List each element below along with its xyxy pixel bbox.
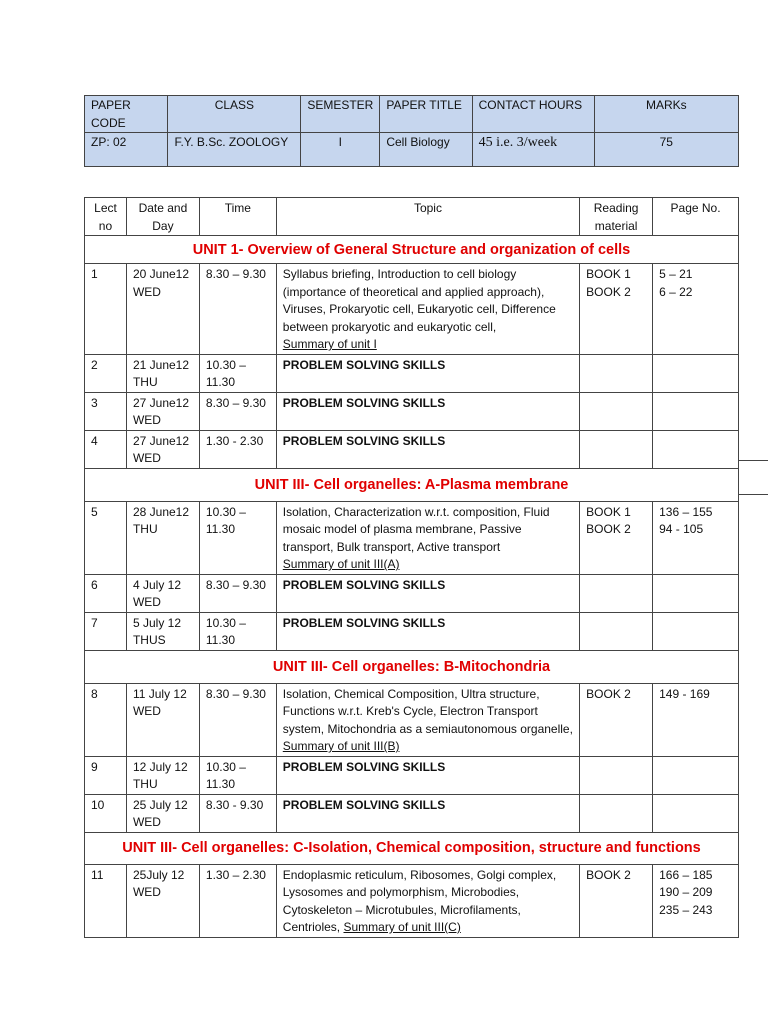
- reading-material: [580, 430, 653, 468]
- reading-material: [580, 683, 653, 756]
- page-no: [653, 392, 739, 430]
- page-no: [653, 683, 739, 756]
- lect-no: 8: [85, 683, 127, 756]
- paper-title-value: Cell Biology: [380, 133, 472, 167]
- day: WED: [132, 704, 161, 718]
- table-border-stub: [738, 460, 768, 495]
- topic: [276, 501, 579, 574]
- table-row: [85, 430, 739, 468]
- date: 25July 12: [132, 867, 185, 882]
- lect-no: 5: [85, 501, 127, 574]
- day: THU: [132, 522, 158, 536]
- page-range: 5 – 21: [659, 267, 693, 281]
- topic: PROBLEM SOLVING SKILLS: [276, 430, 579, 468]
- topic-text: Isolation, Chemical Composition, Ultra structure, Functions w.r.t. Kreb's Cycle, Electron Transport system, Mitochondria as a semiautonomous organelle,: [282, 686, 573, 736]
- unit-heading-row: [85, 650, 739, 683]
- date: 21 June12: [132, 357, 190, 372]
- lect-no: 9: [85, 756, 127, 794]
- page-no-header: Page No.: [653, 198, 739, 236]
- day: WED: [132, 413, 161, 427]
- reading-material: [580, 574, 653, 612]
- page-range: 136 – 155: [659, 504, 713, 519]
- reading-material-header: Reading material: [580, 198, 653, 236]
- date-day-header: Date and Day: [126, 198, 199, 236]
- time: 10.30 – 11.30: [199, 501, 276, 574]
- time-header: Time: [199, 198, 276, 236]
- paper-info-value-row: [85, 133, 739, 167]
- lect-no: 4: [85, 430, 127, 468]
- table-row: [85, 794, 739, 832]
- lect-no: 1: [85, 264, 127, 355]
- topic: PROBLEM SOLVING SKILLS: [276, 392, 579, 430]
- reading-material: [580, 756, 653, 794]
- contact-hours-value: 45 i.e. 3/week: [472, 133, 594, 167]
- date: 12 July 12: [132, 759, 188, 774]
- summary-link-text: Summary of unit I: [282, 337, 377, 351]
- lect-no: 7: [85, 612, 127, 650]
- date: 20 June12: [132, 267, 190, 281]
- topic: [276, 864, 579, 937]
- reading-material: [580, 864, 653, 937]
- class-value: F.Y. B.Sc. ZOOLOGY: [168, 133, 301, 167]
- summary-link-text: Summary of unit III(B): [282, 739, 400, 753]
- page-range: 149 - 169: [659, 686, 710, 701]
- unit-heading: UNIT III- Cell organelles: A-Plasma membrane: [85, 468, 739, 501]
- unit-heading-row: [85, 468, 739, 501]
- date: 28 June12: [132, 504, 190, 519]
- topic: PROBLEM SOLVING SKILLS: [276, 794, 579, 832]
- day: WED: [132, 284, 161, 299]
- page-range: 235 – 243: [659, 902, 713, 917]
- table-row: [85, 574, 739, 612]
- page-no: [653, 430, 739, 468]
- table-row: [85, 612, 739, 650]
- lect-no: 11: [85, 864, 127, 937]
- summary-link-text: Summary of unit III(A): [282, 557, 400, 571]
- reading-material: [580, 264, 653, 355]
- date: 27 June12: [132, 395, 190, 410]
- date: 5 July 12: [132, 615, 181, 630]
- topic: PROBLEM SOLVING SKILLS: [276, 612, 579, 650]
- day: THUS: [132, 633, 166, 647]
- semester-header: SEMESTER: [301, 96, 380, 133]
- date: 11 July 12: [132, 686, 187, 701]
- table-row: [85, 354, 739, 392]
- table-row: [85, 683, 739, 756]
- topic-header: Topic: [276, 198, 579, 236]
- table-row: [85, 501, 739, 574]
- paper-info-header-row: [85, 96, 739, 133]
- semester-value: I: [301, 133, 380, 167]
- paper-title-header: PAPER TITLE: [380, 96, 472, 133]
- paper-code-value: ZP: 02: [85, 133, 168, 167]
- page-no: [653, 864, 739, 937]
- book: BOOK 2: [586, 867, 631, 882]
- reading-material: [580, 794, 653, 832]
- date: 4 July 12: [132, 577, 181, 592]
- reading-material: [580, 354, 653, 392]
- marks-value: 75: [594, 133, 738, 167]
- page-no: [653, 794, 739, 832]
- date-day: [126, 794, 199, 832]
- date: 25 July 12: [132, 797, 188, 812]
- summary-link-text: Summary of unit III(C): [343, 920, 461, 934]
- book: BOOK 1: [586, 504, 631, 519]
- table-row: [85, 392, 739, 430]
- time: 8.30 – 9.30: [199, 264, 276, 355]
- book: BOOK 1: [586, 267, 631, 281]
- date-day: [126, 756, 199, 794]
- page-no: [653, 756, 739, 794]
- page-no: [653, 501, 739, 574]
- date-day: [126, 430, 199, 468]
- day: WED: [132, 451, 161, 465]
- lect-no: 10: [85, 794, 127, 832]
- day: WED: [132, 595, 161, 609]
- day: THU: [132, 777, 158, 791]
- reading-material: [580, 612, 653, 650]
- paper-info-table: [84, 95, 739, 167]
- contact-hours-header: CONTACT HOURS: [472, 96, 594, 133]
- lect-no-header: Lect no: [85, 198, 127, 236]
- topic: PROBLEM SOLVING SKILLS: [276, 756, 579, 794]
- date-day: [126, 864, 199, 937]
- time: 8.30 – 9.30: [199, 574, 276, 612]
- page-range: 94 - 105: [659, 522, 704, 536]
- day: WED: [132, 815, 161, 829]
- marks-header: MARKs: [594, 96, 738, 133]
- date-day: [126, 574, 199, 612]
- unit-heading: UNIT III- Cell organelles: B-Mitochondria: [85, 650, 739, 683]
- page-range: 190 – 209: [659, 885, 713, 899]
- time: 1.30 – 2.30: [199, 864, 276, 937]
- topic-text: Endoplasmic reticulum, Ribosomes, Golgi complex, Lysosomes and polymorphism, Microbodies, Cytoskeleton – Microtubules, Microfilaments, Centrioles,: [282, 867, 557, 934]
- lect-no: 2: [85, 354, 127, 392]
- book: BOOK 2: [586, 522, 631, 536]
- table-row: [85, 756, 739, 794]
- lect-no: 6: [85, 574, 127, 612]
- page-no: [653, 612, 739, 650]
- table-row: [85, 864, 739, 937]
- date: 27 June12: [132, 433, 190, 448]
- unit-heading-row: [85, 832, 739, 864]
- time: 10.30 – 11.30: [199, 756, 276, 794]
- time: 8.30 – 9.30: [199, 392, 276, 430]
- day: THU: [132, 375, 158, 389]
- lect-no: 3: [85, 392, 127, 430]
- class-header: CLASS: [168, 96, 301, 133]
- reading-material: [580, 501, 653, 574]
- day: WED: [132, 885, 161, 899]
- time: 1.30 - 2.30: [199, 430, 276, 468]
- table-row: [85, 264, 739, 355]
- unit-heading-row: [85, 236, 739, 264]
- time: 10.30 – 11.30: [199, 612, 276, 650]
- date-day: [126, 612, 199, 650]
- date-day: [126, 683, 199, 756]
- paper-code-header: PAPER CODE: [85, 96, 168, 133]
- unit-heading: UNIT 1- Overview of General Structure and organization of cells: [85, 236, 739, 264]
- book: BOOK 2: [586, 284, 631, 299]
- topic: PROBLEM SOLVING SKILLS: [276, 574, 579, 612]
- topic: PROBLEM SOLVING SKILLS: [276, 354, 579, 392]
- time: 8.30 – 9.30: [199, 683, 276, 756]
- schedule-header-row: [85, 198, 739, 236]
- lecture-schedule-table: [84, 197, 739, 938]
- reading-material: [580, 392, 653, 430]
- page-no: [653, 574, 739, 612]
- page-range: 6 – 22: [659, 284, 693, 299]
- date-day: [126, 354, 199, 392]
- page-no: [653, 354, 739, 392]
- time: 8.30 - 9.30: [199, 794, 276, 832]
- topic: [276, 264, 579, 355]
- topic-text: Isolation, Characterization w.r.t. composition, Fluid mosaic model of plasma membrane, Passive transport, Bulk transport, Active transport: [282, 504, 550, 554]
- unit-heading: UNIT III- Cell organelles: C-Isolation, Chemical composition, structure and functions: [85, 832, 739, 864]
- page-no: [653, 264, 739, 355]
- time: 10.30 – 11.30: [199, 354, 276, 392]
- date-day: [126, 501, 199, 574]
- page-range: 166 – 185: [659, 867, 713, 882]
- book: BOOK 2: [586, 686, 631, 701]
- topic-text: Syllabus briefing, Introduction to cell biology (importance of theoretical and applied approach), Viruses, Prokaryotic cell, Eukaryotic cell, Difference between prokaryotic and eukaryotic cell,: [282, 267, 556, 334]
- date-day: [126, 392, 199, 430]
- topic: [276, 683, 579, 756]
- date-day: [126, 264, 199, 355]
